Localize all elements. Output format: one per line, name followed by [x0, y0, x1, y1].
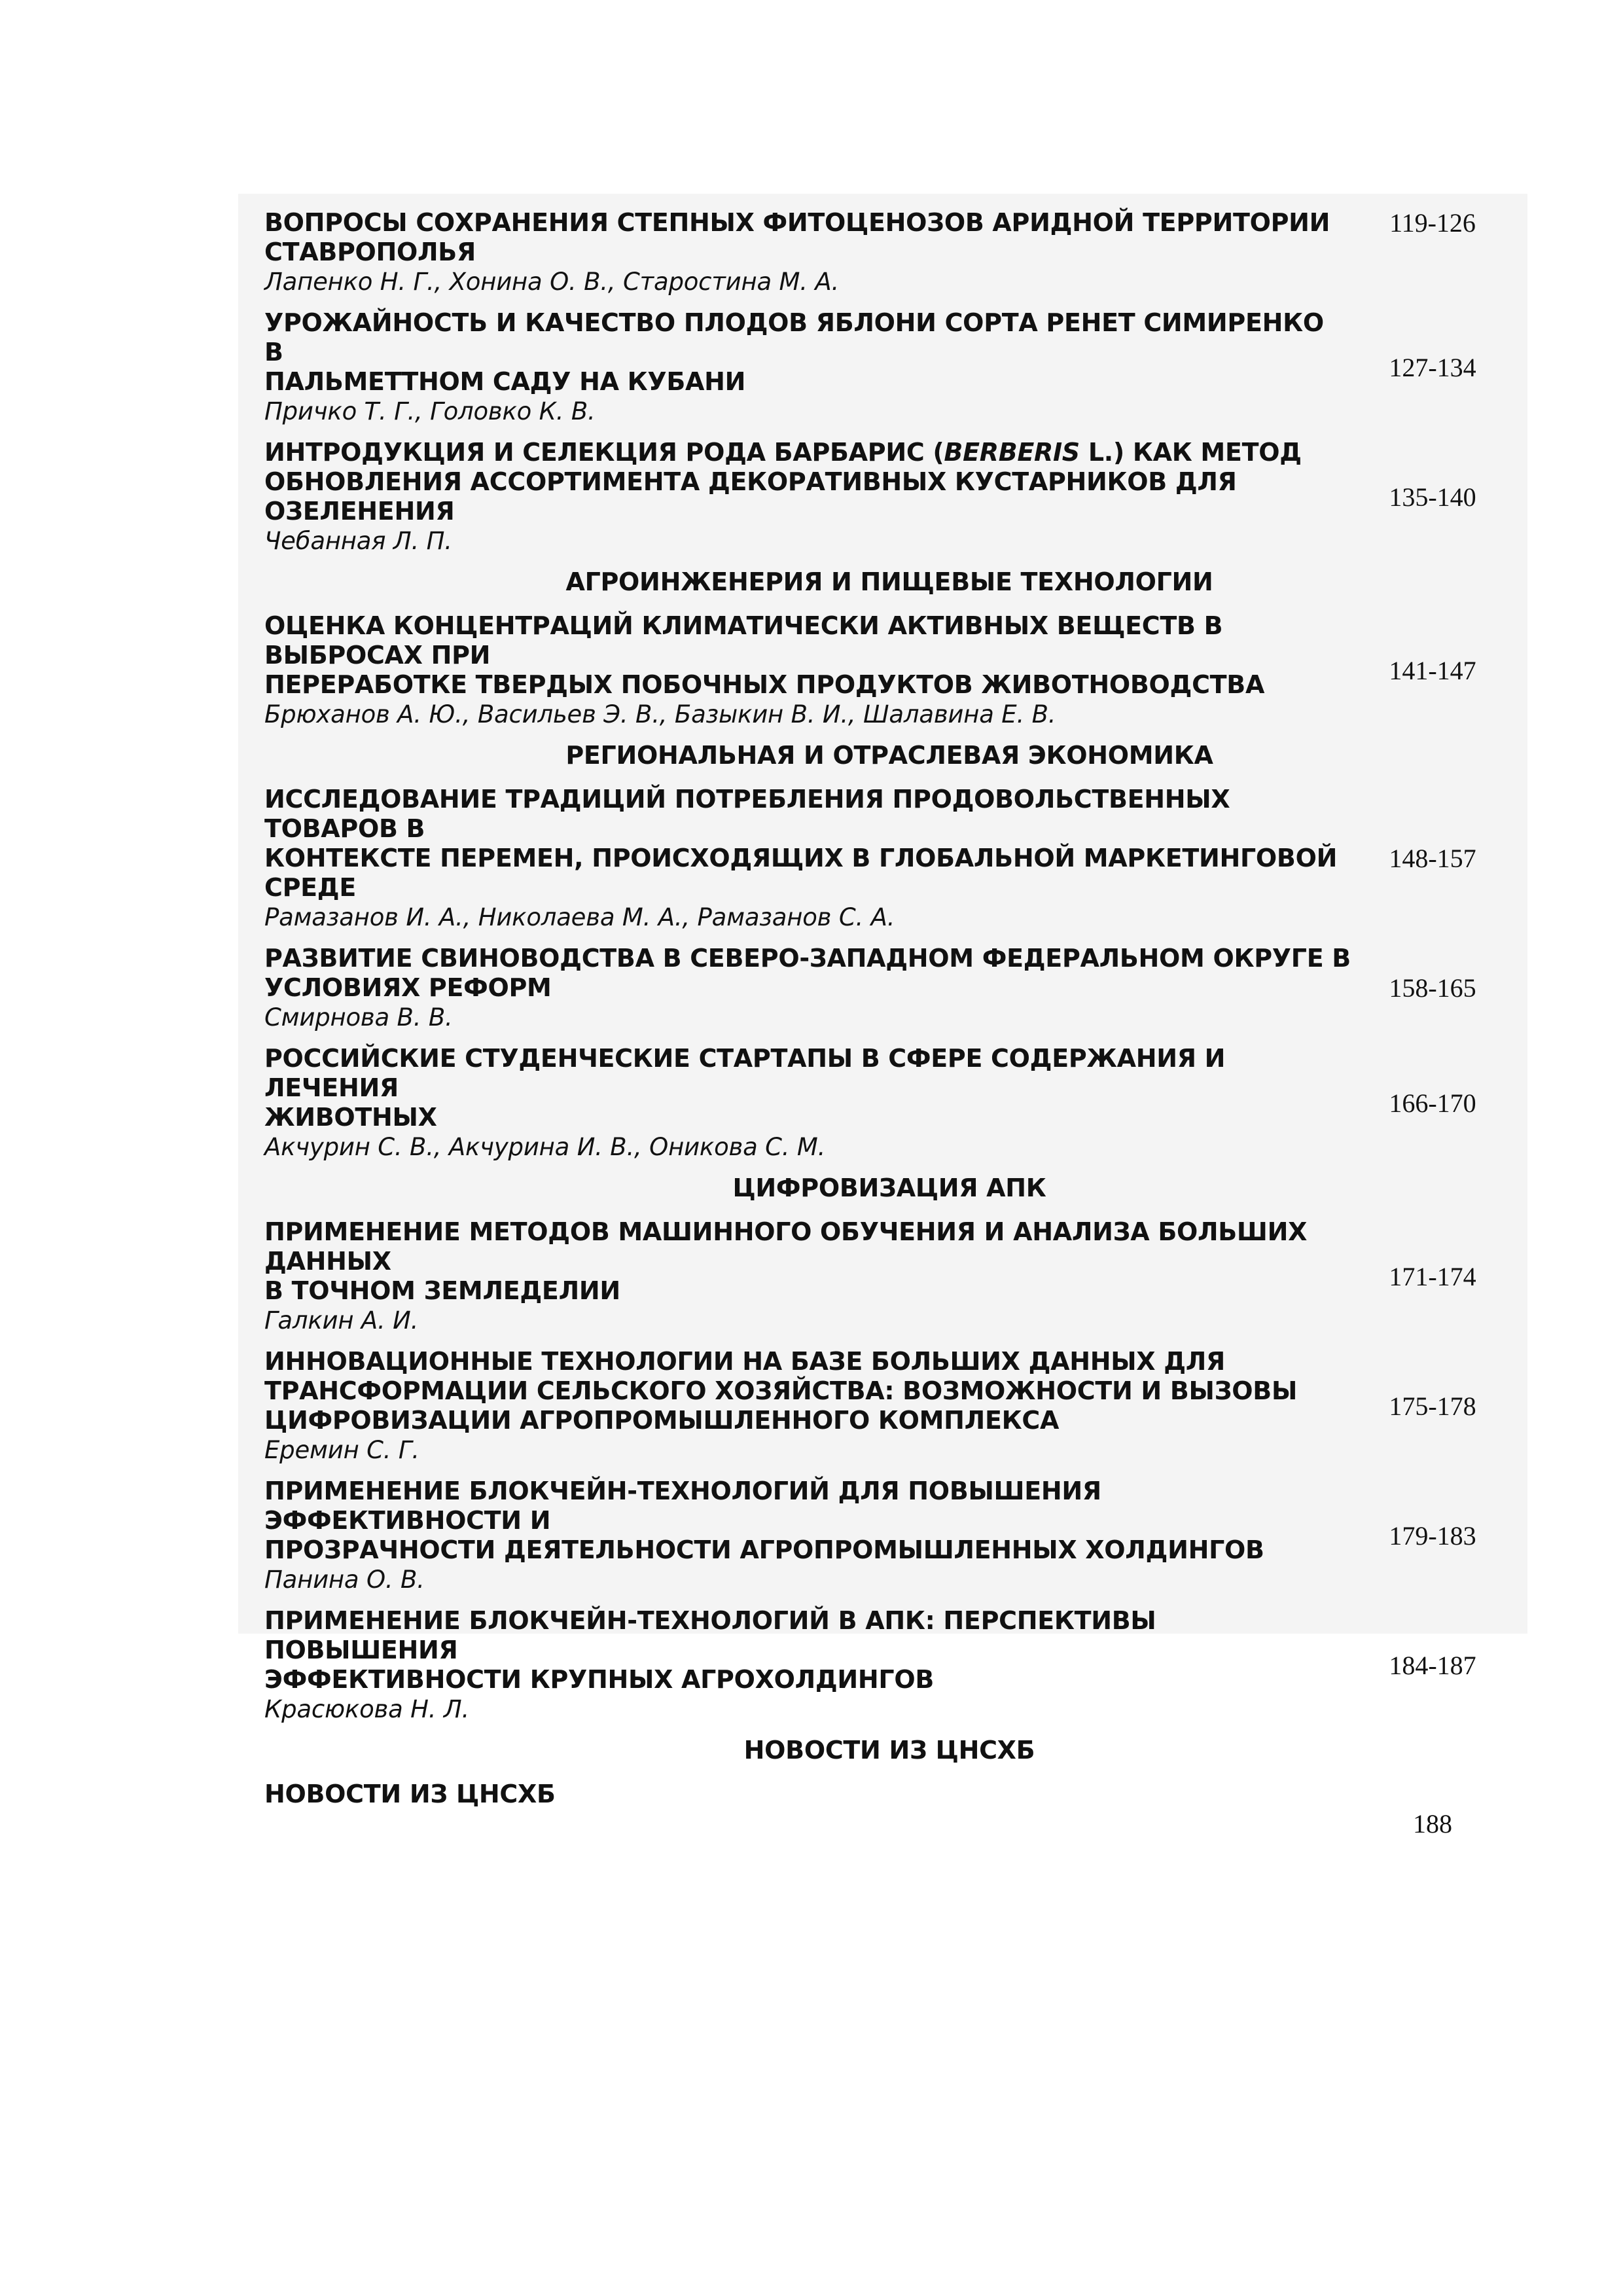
- toc-entry[interactable]: [264, 1044, 1514, 1162]
- toc-entry[interactable]: [264, 611, 1514, 729]
- entry-authors: Еремин С. Г.: [264, 1436, 419, 1464]
- entry-title: УРОЖАЙНОСТЬ И КАЧЕСТВО ПЛОДОВ ЯБЛОНИ СОРТА РЕНЕТ СИМИРЕНКО В ПАЛЬМЕТТНОМ САДУ НА КУБАНИ: [264, 308, 1324, 396]
- toc-entry[interactable]: [264, 785, 1514, 932]
- entry-authors: Пpичко Т. Г., Головко К. В.: [264, 397, 596, 425]
- entry-authors: Красюкова Н. Л.: [264, 1695, 470, 1723]
- entry-pages: 141-147: [1389, 655, 1476, 685]
- entry-pages: 148-157: [1389, 844, 1476, 873]
- entry-title: ПРИМЕНЕНИЕ БЛОКЧЕЙН-ТЕХНОЛОГИЙ ДЛЯ ПОВЫШЕНИЯ ЭФФЕКТИВНОСТИ И ПРОЗРАЧНОСТИ ДЕЯТЕЛЬНОСТИ АГРОПРОМЫШЛЕННЫХ ХОЛДИНГОВ: [264, 1477, 1264, 1564]
- toc-entry[interactable]: [264, 438, 1514, 556]
- entry-authors: Акчурин С. В., Акчурина И. В., Оникова С. М.: [264, 1133, 826, 1161]
- entry-pages: 158-165: [1389, 973, 1476, 1003]
- entry-authors: Галкин А. И.: [264, 1306, 419, 1335]
- entry-title: ВОПРОСЫ СОХРАНЕНИЯ СТЕПНЫХ ФИТОЦЕНОЗОВ АРИДНОЙ ТЕРРИТОРИИ СТАВРОПОЛЬЯ: [264, 208, 1330, 266]
- entry-pages: 135-140: [1389, 482, 1476, 512]
- entry-title: РОССИЙСКИЕ СТУДЕНЧЕСКИЕ СТАРТАПЫ В СФЕРЕ СОДЕРЖАНИЯ И ЛЕЧЕНИЯ ЖИВОТНЫХ: [264, 1044, 1226, 1132]
- toc-entry[interactable]: [264, 1606, 1514, 1724]
- toc-entry[interactable]: [264, 308, 1514, 426]
- entry-title: ИССЛЕДОВАНИЕ ТРАДИЦИЙ ПОТРЕБЛЕНИЯ ПРОДОВОЛЬСТВЕННЫХ ТОВАРОВ В КОНТЕКСТЕ ПЕРЕМЕН, ПРОИСХОДЯЩИХ В ГЛОБАЛЬНОЙ МАРКЕТИНГОВОЙ СРЕДЕ: [264, 785, 1338, 902]
- entry-authors: Чебанная Л. П.: [264, 527, 452, 555]
- entry-title: НОВОСТИ ИЗ ЦНСХБ: [264, 1780, 556, 1808]
- toc-entry[interactable]: [264, 208, 1514, 296]
- entry-title: РАЗВИТИЕ СВИНОВОДСТВА В СЕВЕРО-ЗАПАДНОМ ФЕДЕРАЛЬНОМ ОКРУГЕ В УСЛОВИЯХ РЕФОРМ: [264, 944, 1351, 1002]
- entry-pages: 184-187: [1389, 1650, 1476, 1680]
- table-of-contents: [238, 194, 1527, 1839]
- section-heading: ЦИФРОВИЗАЦИЯ АПК: [732, 1174, 1046, 1202]
- entry-title: ОЦЕНКА КОНЦЕНТРАЦИЙ КЛИМАТИЧЕСКИ АКТИВНЫХ ВЕЩЕСТВ В ВЫБРОСАХ ПРИ ПЕРЕРАБОТКЕ ТВЕРДЫХ ПОБОЧНЫХ ПРОДУКТОВ ЖИВОТНОВОДСТВА: [264, 611, 1265, 699]
- entry-authors: Панина О. В.: [264, 1566, 425, 1594]
- entry-pages: 188: [1413, 1809, 1452, 1839]
- toc-entries: [264, 208, 1514, 1850]
- entry-title: ИННОВАЦИОННЫЕ ТЕХНОЛОГИИ НА БАЗЕ БОЛЬШИХ ДАННЫХ ДЛЯ ТРАНСФОРМАЦИИ СЕЛЬСКОГО ХОЗЯЙСТВА: ВОЗМОЖНОСТИ И ВЫЗОВЫ ЦИФРОВИЗАЦИИ АГРОПРОМЫШЛЕННОГО КОМПЛЕКСА: [264, 1347, 1298, 1435]
- entry-authors: Рамазанов И. А., Николаева М. А., Рамазанов С. А.: [264, 903, 895, 931]
- toc-entry[interactable]: [264, 1780, 1514, 1839]
- toc-entry[interactable]: [264, 944, 1514, 1032]
- entry-pages: 179-183: [1389, 1520, 1476, 1551]
- entry-pages: 171-174: [1389, 1261, 1476, 1291]
- section-heading: РЕГИОНАЛЬНАЯ И ОТРАСЛЕВАЯ ЭКОНОМИКА: [565, 741, 1213, 770]
- entry-authors: Брюханов А. Ю., Васильев Э. В., Базыкин В. И., Шалавина Е. В.: [264, 700, 1056, 728]
- entry-pages: 119-126: [1389, 208, 1476, 238]
- entry-authors: Смирнова В. В.: [264, 1003, 453, 1031]
- section-heading: АГРОИНЖЕНЕРИЯ И ПИЩЕВЫЕ ТЕХНОЛОГИИ: [565, 567, 1213, 596]
- entry-pages: 175-178: [1389, 1391, 1476, 1421]
- entry-authors: Лапенко Н. Г., Хонина О. В., Старостина М. А.: [264, 268, 840, 296]
- section-heading: НОВОСТИ ИЗ ЦНСХБ: [743, 1736, 1035, 1765]
- entry-pages: 127-134: [1389, 352, 1476, 382]
- entry-pages: 166-170: [1389, 1088, 1476, 1118]
- toc-entry[interactable]: [264, 1217, 1514, 1335]
- toc-entry[interactable]: [264, 1477, 1514, 1594]
- entry-title: ПРИМЕНЕНИЕ МЕТОДОВ МАШИННОГО ОБУЧЕНИЯ И АНАЛИЗА БОЛЬШИХ ДАННЫХ В ТОЧНОМ ЗЕМЛЕДЕЛИИ: [264, 1217, 1308, 1305]
- entry-title: ИНТРОДУКЦИЯ И СЕЛЕКЦИЯ РОДА БАРБАРИС (BERBERIS L.) КАК МЕТОД ОБНОВЛЕНИЯ АССОРТИМЕНТА ДЕКОРАТИВНЫХ КУСТАРНИКОВ ДЛЯ ОЗЕЛЕНЕНИЯ: [264, 438, 1302, 526]
- entry-title: ПРИМЕНЕНИЕ БЛОКЧЕЙН-ТЕХНОЛОГИЙ В АПК: ПЕРСПЕКТИВЫ ПОВЫШЕНИЯ ЭФФЕКТИВНОСТИ КРУПНЫХ АГРОХОЛДИНГОВ: [264, 1606, 1156, 1694]
- toc-entry[interactable]: [264, 1347, 1514, 1465]
